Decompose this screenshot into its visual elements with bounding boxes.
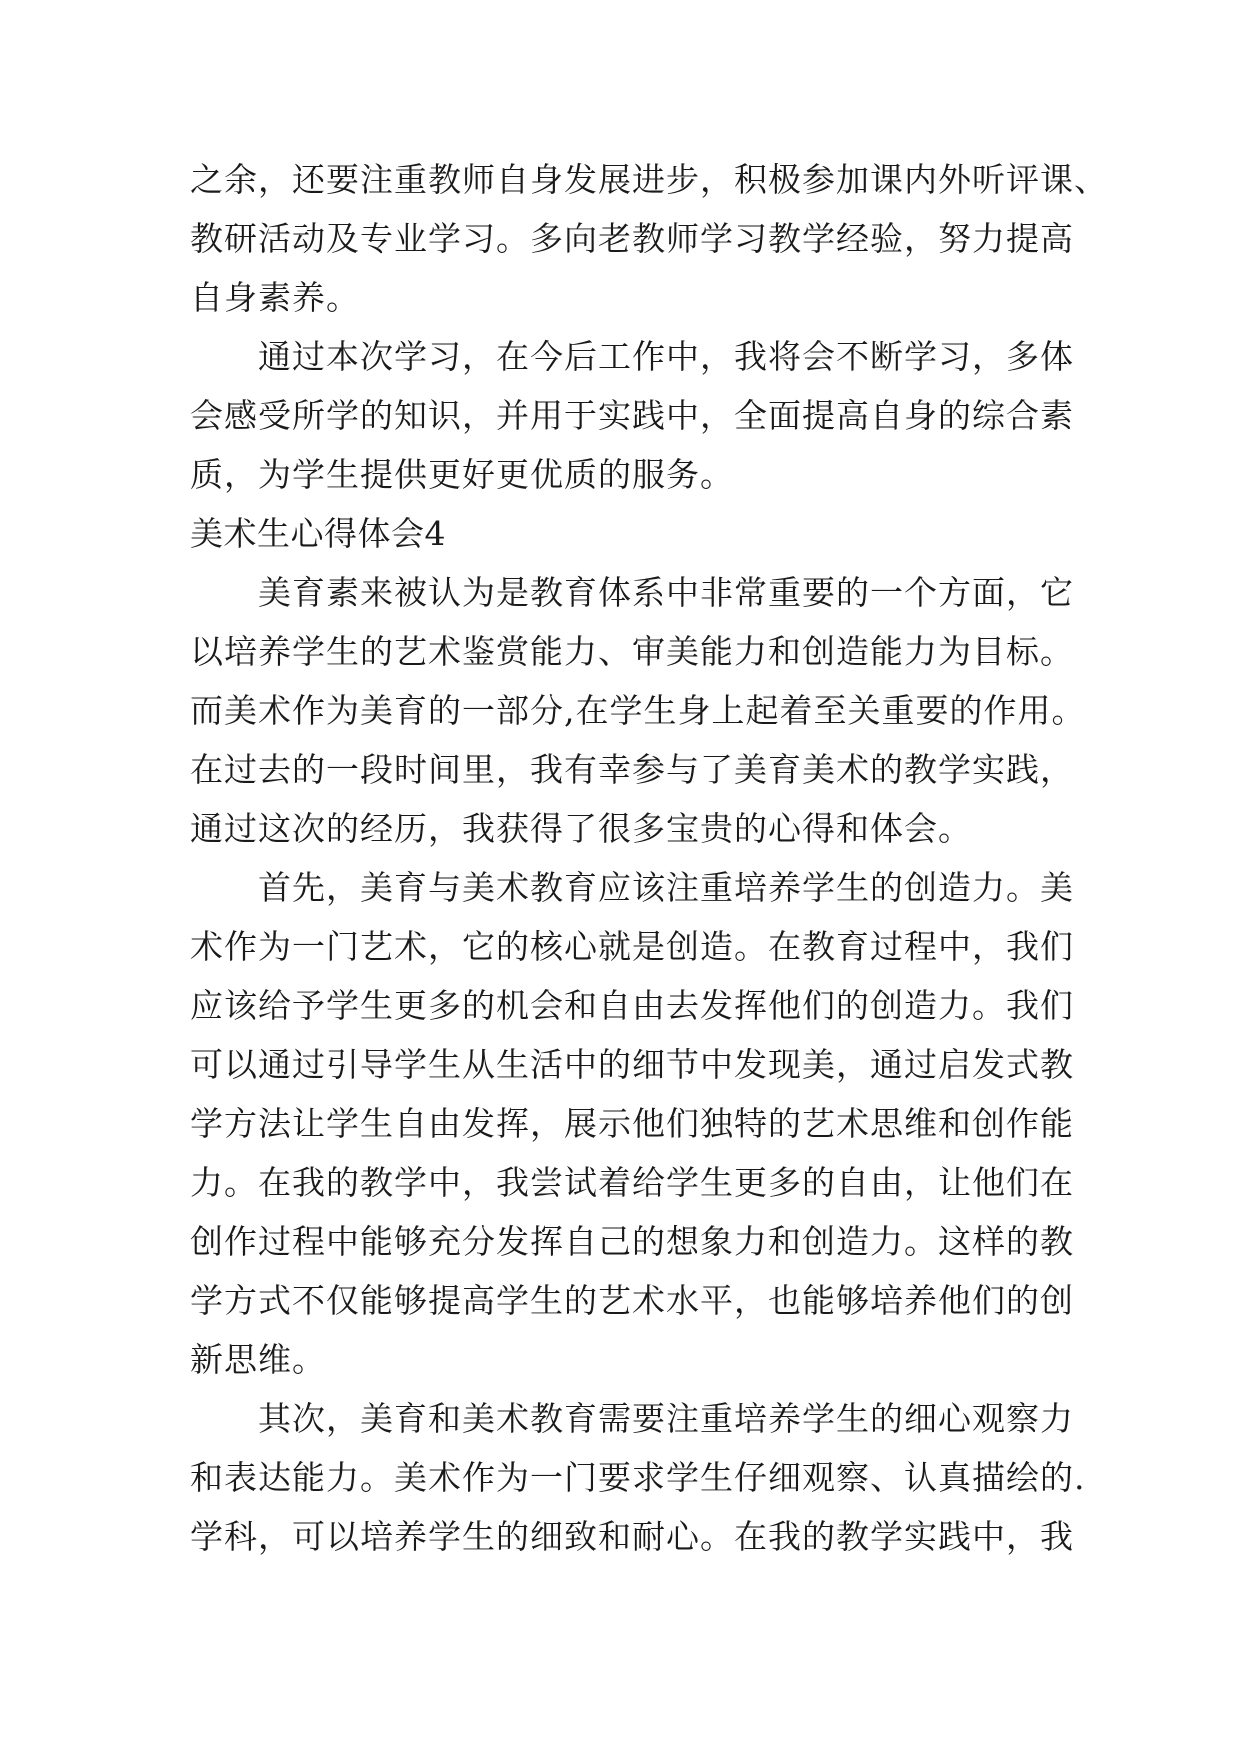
paragraph-2: [190, 327, 1074, 504]
text-line: 首先，美育与美术教育应该注重培养学生的创造力。美: [258, 868, 1074, 907]
text-line: 学方法让学生自由发挥，展示他们独特的艺术思维和创作能: [190, 1104, 1074, 1143]
text-line: 力。在我的教学中，我尝试着给学生更多的自由，让他们在: [190, 1163, 1074, 1202]
text-line: 新思维。: [190, 1340, 326, 1379]
text-line: 质，为学生提供更好更优质的服务。: [190, 455, 734, 494]
text-line: 而美术作为美育的一部分,在学生身上起着至关重要的作用。: [190, 691, 1086, 730]
text-line: 和表达能力。美术作为一门要求学生仔细观察、认真描绘的.: [190, 1458, 1086, 1497]
text-line: 教研活动及专业学习。多向老教师学习教学经验，努力提高: [190, 219, 1074, 258]
text-line: 学科，可以培养学生的细致和耐心。在我的教学实践中，我: [190, 1517, 1074, 1556]
text-line: 通过本次学习，在今后工作中，我将会不断学习，多体: [258, 337, 1074, 376]
paragraph-4: [190, 858, 1074, 1389]
section-heading: [190, 504, 1060, 563]
text-line: 之余，还要注重教师自身发展进步，积极参加课内外听评课、: [190, 160, 1108, 199]
text-line: 术作为一门艺术，它的核心就是创造。在教育过程中，我们: [190, 927, 1074, 966]
text-line: 自身素养。: [190, 278, 360, 317]
text-line: 其次，美育和美术教育需要注重培养学生的细心观察力: [258, 1399, 1074, 1438]
paragraph-5: [190, 1389, 1086, 1566]
document-body: [190, 150, 1108, 1566]
text-line: 会感受所学的知识，并用于实践中，全面提高自身的综合素: [190, 396, 1074, 435]
text-line: 可以通过引导学生从生活中的细节中发现美，通过启发式教: [190, 1045, 1074, 1084]
paragraph-1: [190, 150, 1108, 327]
text-line: 创作过程中能够充分发挥自己的想象力和创造力。这样的教: [190, 1222, 1074, 1261]
text-line: 应该给予学生更多的机会和自由去发挥他们的创造力。我们: [190, 986, 1074, 1025]
text-line: 美育素来被认为是教育体系中非常重要的一个方面，它: [258, 573, 1074, 612]
paragraph-3: [190, 563, 1086, 858]
heading-text: 美术生心得体会4: [190, 514, 446, 553]
text-line: 在过去的一段时间里，我有幸参与了美育美术的教学实践，: [190, 750, 1074, 789]
text-line: 学方式不仅能够提高学生的艺术水平，也能够培养他们的创: [190, 1281, 1074, 1320]
text-line: 以培养学生的艺术鉴赏能力、审美能力和创造能力为目标。: [190, 632, 1074, 671]
text-line: 通过这次的经历，我获得了很多宝贵的心得和体会。: [190, 809, 972, 848]
